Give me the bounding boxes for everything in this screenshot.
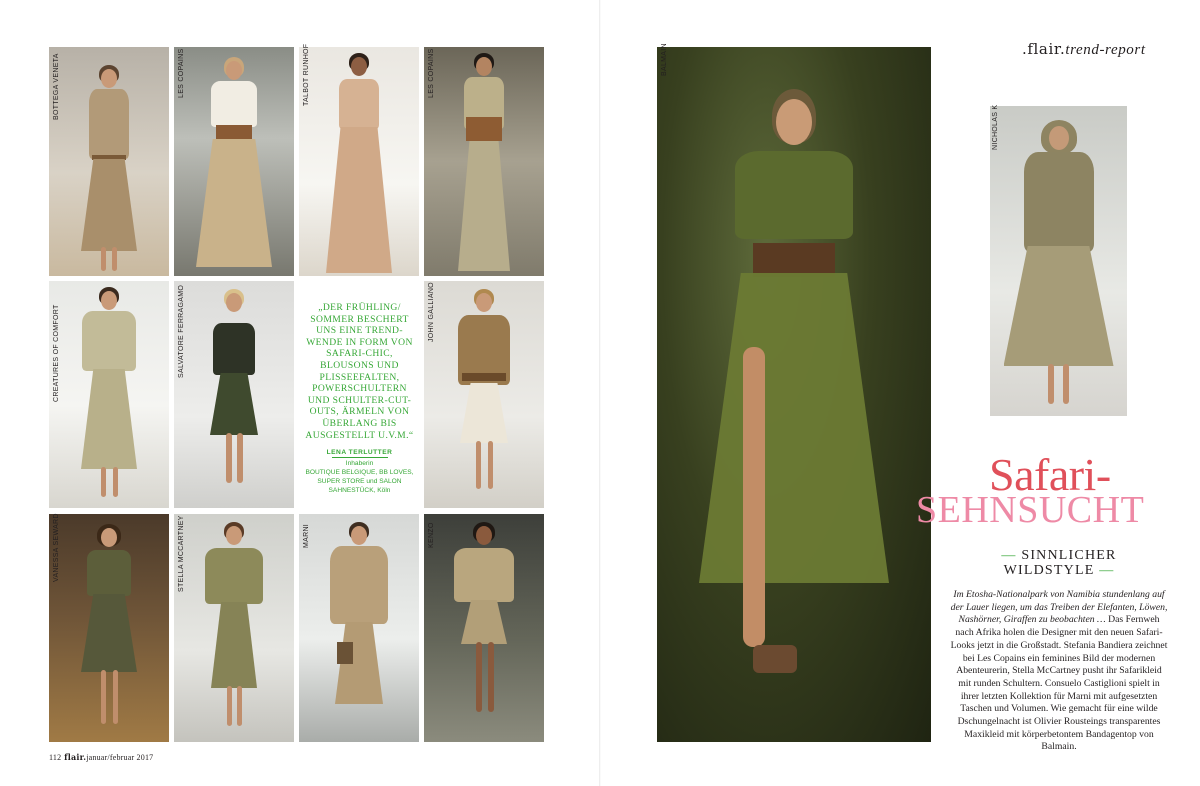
credit-kenzo: KENZO	[428, 522, 435, 548]
photo-balmain	[657, 47, 931, 742]
header-section: trend-report	[1065, 42, 1146, 58]
quote-role: Inhaberin	[345, 460, 374, 468]
credit-john-galliano: JOHN GALLIANO	[428, 282, 435, 342]
photo-bottega-veneta	[49, 47, 169, 276]
title-line-1: Safari-	[989, 449, 1111, 500]
quote-author: LENA TERLUTTER	[326, 449, 393, 457]
photo-stella-mccartney	[174, 514, 294, 742]
folio-brand: flair.	[64, 752, 87, 762]
photo-vanessa-seward	[49, 514, 169, 742]
photo-john-galliano	[424, 281, 544, 508]
credit-stella-mccartney: STELLA MCCARTNEY	[178, 515, 185, 592]
credit-salvatore-ferragamo: SALVATORE FERRAGAMO	[178, 284, 185, 378]
photo-talbot-runhof	[299, 47, 419, 276]
credit-nicholas-k: NICHOLAS K	[992, 104, 999, 150]
credit-balmain: BALMAIN	[661, 43, 668, 76]
author-underline	[332, 457, 388, 458]
credit-bottega-veneta: BOTTEGA VENETA	[53, 53, 60, 120]
photo-marni	[299, 514, 419, 742]
credit-marni: MARNI	[303, 523, 310, 548]
article-text: Das Fernweh nach Afrika holen die Designer mit den neuen Safari-Looks jetzt in die Großstadt. Stefania Bandiera zeichnet bei Les Copains ein feminines Bild der modernen Abenteurerin, Stella McCartney pusht ihr Safarikleid mit runden Schultern. Consuelo Castiglioni spielt in ihrer letzten Kollektion für Marni mit aufgesetzten Taschen und Volumen. Wie gemacht für eine wilde Dschungelnacht ist Olivier Rousteings transparentes Maxikleid mit körperbetontem Bandagentop von Balmain.	[950, 614, 1168, 753]
photo-les-copains-2	[424, 47, 544, 276]
section-header	[1022, 40, 1146, 59]
subhead-dash-right: —	[1099, 563, 1115, 578]
page-number: 112	[49, 753, 62, 762]
article-lead: Im Etosha-Nationalpark von Namibia stundenlang auf der Lauer liegen, um das Treiben der Elefanten, Löwen, Nashörner, Giraffen zu beobachten …	[950, 589, 1168, 626]
folio-issue: januar/februar 2017	[86, 753, 154, 762]
page-gutter	[599, 0, 601, 786]
credit-les-copains-1: LES COPAINS	[178, 48, 185, 98]
title-line-2: SEHNSUCHT	[916, 489, 1145, 531]
subhead-dash-left: —	[1001, 548, 1017, 563]
credit-talbot-runhof: TALBOT RUNHOF	[303, 43, 310, 106]
photo-nicholas-k	[990, 106, 1127, 416]
photo-kenzo	[424, 514, 544, 742]
credit-creatures-of-comfort: CREATURES OF COMFORT	[53, 304, 60, 402]
photo-creatures-of-comfort	[49, 281, 169, 508]
header-brand: .flair.	[1022, 40, 1066, 58]
quote-box	[299, 280, 420, 508]
credit-vanessa-seward: VANESSA SEWARD	[53, 513, 60, 582]
quote-stores: BOUTIQUE BELGIQUE, BB LOVES, SUPER STORE und SALON SAHNESTÜCK, Köln	[305, 469, 414, 495]
article-body	[950, 589, 1168, 754]
subhead-line-2: WILDSTYLE	[1003, 563, 1095, 578]
page-folio	[49, 752, 153, 762]
subheading	[959, 548, 1159, 578]
photo-salvatore-ferragamo	[174, 281, 294, 508]
credit-les-copains-2: LES COPAINS	[428, 48, 435, 98]
subhead-line-1: SINNLICHER	[1021, 548, 1117, 563]
photo-les-copains-1	[174, 47, 294, 276]
quote-text: „DER FRÜHLING/ SOMMER BESCHERT UNS EINE TREND-WENDE IN FORM VON SAFARI-CHIC, BLOUSONS UND PLISSEEFALTEN, POWERSCHULTERN UND SCHULTER-CUT-OUTS, ÄRMELN VON ÜBERLANG BIS AUSGESTELLT U.V.M.“	[305, 302, 414, 441]
